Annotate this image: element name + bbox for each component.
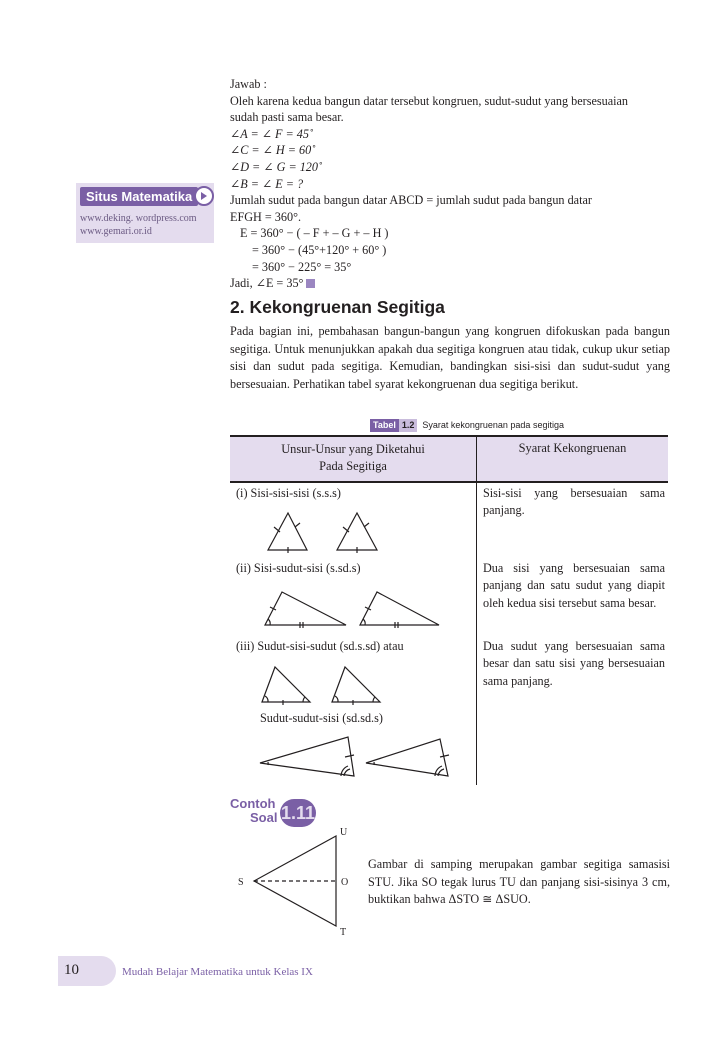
label-u: U — [340, 827, 348, 838]
table-caption — [370, 419, 564, 432]
table-caption-text: Syarat kekongruenan pada segitiga — [422, 420, 564, 430]
contoh-label: Contoh — [230, 796, 276, 811]
row-label: (ii) Sisi-sudut-sisi (s.sd.s) — [236, 561, 361, 575]
aas-triangle-1 — [260, 737, 354, 776]
label-t: T — [340, 927, 347, 938]
example-number: 1.11 — [280, 799, 316, 827]
answer-line: ∠A = ∠ F = 45˚ — [230, 126, 314, 141]
row-label: (i) Sisi-sisi-sisi (s.s.s) — [236, 486, 341, 500]
situs-link[interactable]: www.deking. wordpress.com — [80, 213, 197, 224]
example-triangle-figure — [230, 820, 360, 940]
sss-tick-marks — [274, 523, 369, 553]
answer-line: = 360° − 225° = 35° — [252, 259, 352, 274]
table-caption-label: Tabel — [370, 419, 399, 432]
aas-triangle-2 — [366, 739, 448, 776]
situs-title: Situs Matematika — [80, 187, 198, 206]
answer-line: Jadi, ∠E = 35° — [230, 276, 304, 291]
answer-line: ∠B = ∠ E = ? — [230, 176, 304, 191]
answer-line: EFGH = 360°. — [230, 209, 301, 224]
soal-label: Soal — [250, 810, 278, 825]
situs-links — [80, 212, 197, 238]
triangle-stu — [254, 836, 336, 926]
answer-line: sudah pasti sama besar. — [230, 110, 344, 125]
aas-marks — [268, 755, 449, 776]
table-caption-number: 1.2 — [399, 419, 418, 432]
answer-line: ∠D = ∠ G = 120˚ — [230, 159, 323, 174]
end-square-icon — [306, 279, 315, 288]
row-label-extra: Sudut-sudut-sisi (sd.sd.s) — [260, 711, 383, 725]
answer-line: Jumlah sudut pada bangun datar ABCD = jumlah sudut pada bangun datar — [230, 193, 592, 208]
situs-link[interactable]: www.gemari.or.id — [80, 226, 152, 237]
example-problem: Gambar di samping merupakan gambar segitiga samasisi STU. Jika SO tegak lurus TU dan panjang sisi-sisinya 3 cm, buktikan bahwa ΔSTO ≅ ΔSUO. — [368, 857, 670, 907]
asa-marks — [265, 696, 375, 705]
page-number: 10 — [64, 962, 79, 978]
label-s: S — [238, 877, 244, 888]
label-o: O — [341, 877, 349, 888]
book-title: Mudah Belajar Matematika untuk Kelas IX — [122, 966, 313, 978]
answer-line: E = 360° − ( – F + – G + – H ) — [240, 226, 389, 241]
sss-triangle-2 — [337, 513, 377, 550]
answer-line: = 360° − (45°+120° + 60° ) — [252, 242, 387, 257]
row-condition: Sisi-sisi yang bersesuaian sama panjang. — [483, 486, 665, 518]
situs-matematika-box — [76, 183, 214, 243]
congruence-table — [230, 435, 668, 785]
answer-conclusion — [230, 275, 670, 292]
table-header-right: Syarat Kekongruenan — [518, 441, 627, 455]
asa-triangle-1 — [262, 667, 310, 702]
sas-triangle-2 — [360, 592, 439, 625]
answer-line: Oleh karena kedua bangun datar tersebut kongruen, sudut-sudut yang bersesuaian — [230, 93, 628, 108]
row-label: (iii) Sudut-sisi-sudut (sd.s.sd) atau — [236, 639, 404, 653]
answer-line: Jawab : — [230, 77, 267, 91]
section-paragraph: Pada bagian ini, pembahasan bangun-bangun yang kongruen difokuskan pada bangun segitiga. Untuk menunjukkan apakah dua segitiga kongruen atau tidak, cukup ukur setiap sisi dan sudut pada segitiga. Kemudian, bandingkan sisi-sisi dan sudut-sudut yang bersesuaian. Perhatikan tabel syarat kekongruenan dua segitiga berikut. — [230, 324, 670, 391]
arrow-circle-icon — [194, 186, 214, 206]
header-left-line: Unsur-Unsur yang Diketahui — [281, 442, 425, 456]
answer-block — [230, 76, 670, 292]
triangle-figures — [230, 435, 668, 785]
sas-triangle-1 — [265, 592, 346, 625]
row-condition: Dua sudut yang bersesuaian sama besar dan satu sisi yang bersesuaian sama panjang. — [483, 639, 665, 688]
header-left-line: Pada Segitiga — [319, 459, 387, 473]
row-condition: Dua sisi yang bersesuaian sama panjang dan satu sudut yang diapit oleh kedua sisi tersebut sama besar. — [483, 561, 665, 610]
asa-triangle-2 — [332, 667, 380, 702]
answer-line: ∠C = ∠ H = 60˚ — [230, 143, 316, 158]
sss-triangle-1 — [268, 513, 307, 550]
section-title: 2. Kekongruenan Segitiga — [230, 297, 445, 317]
